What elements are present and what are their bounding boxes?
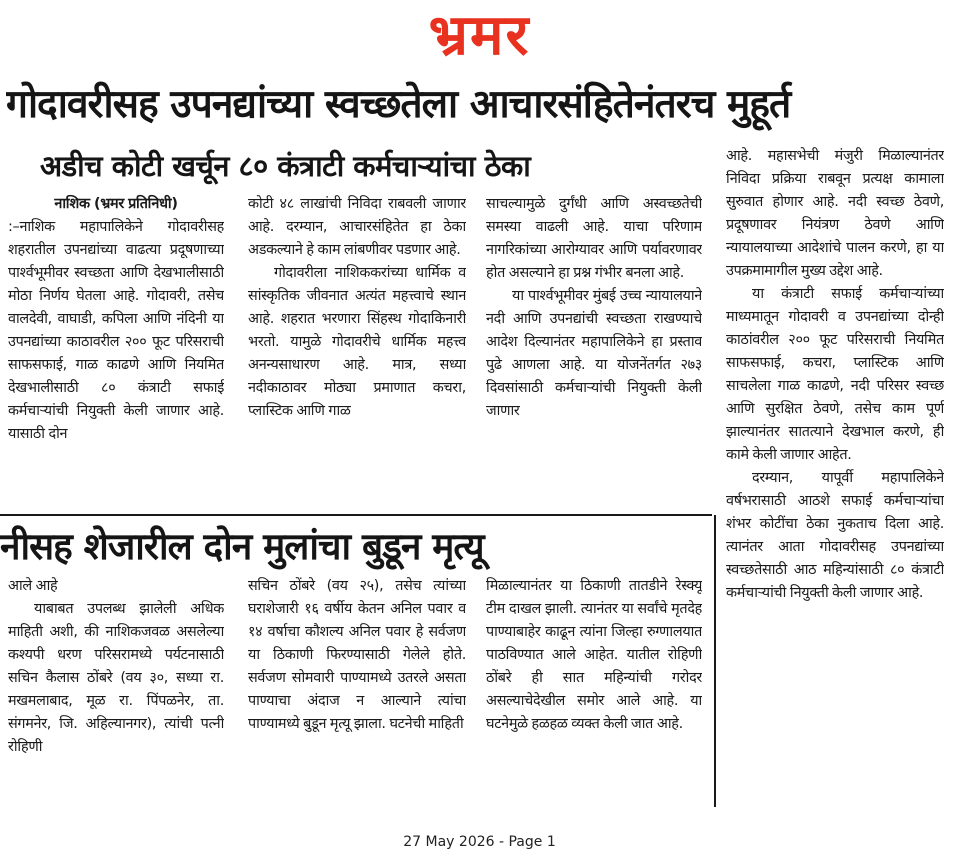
story1-col4-para1: आहे. महासभेची मंजुरी मिळाल्यानंतर निविदा प्रक्रिया राबवून प्रत्यक्ष कामाला सुरुवात होणार आहे. नदी स्वच्छ ठेवणे, प्रदूषणावर नियंत्रण ठेवणे आणि न्यायालयाच्या आदेशांचे पालन करणे, हा या उपक्रमामागील मुख्य उद्देश आहे. [726, 148, 944, 279]
dateline: नाशिक (भ्रमर प्रतिनिधी) [54, 196, 178, 212]
story1-column-4 [726, 145, 944, 605]
story-divider-line [0, 514, 712, 516]
newspaper-masthead [0, 0, 959, 72]
story2-col1-para2: याबाबत उपलब्ध झालेली अधिक माहिती अशी, की नाशिकजवळ असलेल्या कश्यपी धरण परिसरामध्ये पर्यटनासाठी सचिन कैलास ठोंबरे (वय ३०, सध्या रा. मखमलाबाद, मूळ रा. पिंपळनेर, ता. संगमनेर, जि. अहिल्यानगर), त्यांची पत्नी रोहिणी [8, 601, 224, 755]
story1-col3-para1: साचल्यामुळे दुर्गंधी आणि अस्वच्छतेची समस्या वाढली आहे. याचा परिणाम नागरिकांच्या आरोग्यावर आणि पर्यावरणावर होत असल्याने हा प्रश्न गंभीर बनला आहे. [486, 196, 702, 281]
story1-column-1 [8, 193, 224, 492]
story2-headline: नीसह शेजारील दोन मुलांचा बुडून मृत्यू [0, 525, 484, 568]
story1-subheadline: अडीच कोटी खर्चून ८० कंत्राटी कर्मचाऱ्यांचा ठेका [40, 149, 531, 183]
story1-col1-text: :–नाशिक महापालिकेने गोदावरीसह शहरातील उपनद्यांच्या वाढत्या प्रदूषणाच्या पार्श्वभूमीवर स्वच्छता आणि देखभालीसाठी मोठा निर्णय घेतला आहे. गोदावरी, तसेच वालदेवी, वाघाडी, कपिला आणि नंदिनी या उपनद्यांच्या काठावरील २०० फूट परिसराची साफसफाई, गाळ काढणे आणि नियमित देखभालीसाठी ८० कंत्राटी सफाई कर्मचाऱ्यांची नियुक्ती केली जाणार आहे. यासाठी दोन [8, 219, 224, 442]
story2-col1-para1: आले आहे [8, 578, 58, 594]
story1-col3-para2: या पार्श्वभूमीवर मुंबई उच्च न्यायालयाने नदी आणि उपनद्यांची स्वच्छता राखण्याचे आदेश दिल्यानंतर महापालिकेने हा प्रस्ताव पुढे आणला आहे. या योजनेंतर्गत २७३ दिवसांसाठी कर्मचाऱ्यांची नियुक्ती केली जाणार [486, 288, 702, 419]
story1-headline: गोदावरीसह उपनद्यांच्या स्वच्छतेला आचारसंहितेनंतरच मुहूर्त [6, 82, 791, 127]
story2-column-3 [486, 575, 702, 805]
story1-col4-para3: दरम्यान, यापूर्वी महापालिकेने वर्षभरासाठी आठशे सफाई कर्मचाऱ्यांचा शंभर कोटींचा ठेका नुकताच दिला आहे. त्यानंतर आता गोदावरीसह उपनद्यांच्या स्वच्छतेसाठी आठ महिन्यांसाठी ८० कंत्राटी कर्मचाऱ्यांची नियुक्ती केली जाणार आहे. [726, 470, 944, 601]
story2-column-1 [8, 575, 224, 805]
story2-col3-text: मिळाल्यानंतर या ठिकाणी तातडीने रेस्क्यू टीम दाखल झाली. त्यानंतर या सर्वांचे मृतदेह पाण्याबाहेर काढून त्यांना जिल्हा रुग्णालयात पाठविण्यात आले आहेत. यातील रोहिणी ठोंबरे ही सात महिन्यांची गरोदर असल्याचेदेखील समोर आले आहे. या घटनेमुळे हळहळ व्यक्त केली जात आहे. [486, 578, 702, 732]
masthead-logo: भ्रमर [428, 3, 531, 68]
column-divider-line [714, 515, 716, 807]
story1-col4-para2: या कंत्राटी सफाई कर्मचाऱ्यांच्या माध्यमातून गोदावरी व उपनद्यांच्या दोन्ही काठांवरील २०० फूट परिसराची नियमित साफसफाई, कचरा, प्लास्टिक आणि साचलेला गाळ काढणे, नदी परिसर स्वच्छ आणि सुरक्षित ठेवणे, तसेच काम पूर्ण झाल्यानंतर सातत्याने देखभाल करणे, ही कामे केली जाणार आहेत. [726, 286, 944, 463]
story1-column-2 [248, 193, 466, 469]
story1-col2-para1: कोटी ४८ लाखांची निविदा राबवली जाणार आहे. दरम्यान, आचारसंहितेत हा ठेका अडकल्याने हे काम लांबणीवर पडणार आहे. [248, 196, 466, 258]
story1-col2-para2: गोदावरीला नाशिककरांच्या धार्मिक व सांस्कृतिक जीवनात अत्यंत महत्त्वाचे स्थान आहे. शहरात भरणारा सिंहस्थ गोदाकिनारी भरतो. यामुळे गोदावरीचे धार्मिक महत्त्व अनन्यसाधारण आहे. मात्र, सध्या नदीकाठावर मोठ्या प्रमाणात कचरा, प्लास्टिक आणि गाळ [248, 265, 466, 419]
story2-col2-text: सचिन ठोंबरे (वय २५), तसेच त्यांच्या घराशेजारी १६ वर्षीय केतन अनिल पवार व १४ वर्षाचा कौशल्य अनिल पवार हे सर्वजण या ठिकाणी फिरण्यासाठी गेलेले होते. सर्वजण सोमवारी पाण्यामध्ये उतरले असता पाण्याचा अंदाज न आल्याने त्यांचा पाण्यामध्ये बुडून मृत्यू झाला. घटनेची माहिती [248, 578, 466, 732]
story2-column-2 [248, 575, 466, 805]
page-footer: 27 May 2026 - Page 1 [403, 834, 556, 850]
story1-column-3 [486, 193, 702, 446]
